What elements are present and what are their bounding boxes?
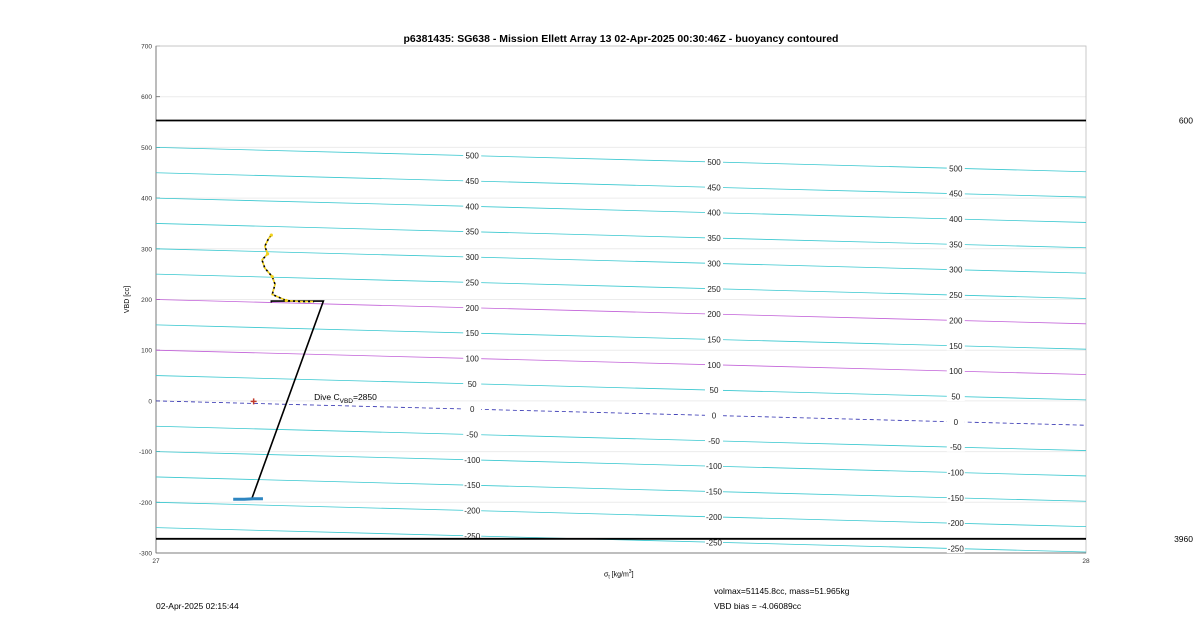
contour-label: 0 (711, 411, 717, 421)
contour-line (156, 300, 1086, 324)
contour-label: 100 (465, 354, 479, 364)
bottom-marker (233, 499, 263, 500)
contour-line (156, 198, 1086, 225)
contour-label: 250 (707, 284, 721, 294)
contour-label: 400 (707, 208, 721, 218)
contour-label: 200 (465, 303, 479, 313)
x-axis-label: $\sigma_t$ $[kg/m^3]$ (604, 569, 634, 581)
depth-line-label: 3960 (1174, 533, 1193, 544)
contour-label: 150 (949, 341, 963, 351)
contour-label: 450 (465, 177, 479, 187)
contour-label: 350 (465, 227, 479, 237)
contour-label: 350 (949, 240, 963, 250)
contour-label: 250 (949, 291, 963, 301)
contour-label: 150 (465, 329, 479, 339)
contour-label: 400 (465, 202, 479, 212)
contour-label: 300 (465, 253, 479, 263)
climb-sample-point (285, 299, 288, 302)
y-tick-label: 300 (141, 246, 152, 254)
contour-label: 500 (707, 158, 721, 168)
y-axis-label: VBD [cc] (124, 285, 132, 314)
contour-label: -250 (705, 538, 723, 548)
contour-line (156, 477, 1086, 501)
contour-label: -150 (947, 493, 964, 503)
footer-vbd-bias: VBD bias = -4.06089cc (714, 601, 802, 611)
y-tick-label: 0 (148, 398, 152, 406)
contour-label: -100 (947, 468, 964, 478)
contour-label: -150 (705, 487, 723, 497)
climb-sample-point (270, 234, 273, 237)
contour-label: 0 (469, 405, 475, 415)
dive-annotation: Dive $C_{VBD}=2850$ (314, 391, 377, 405)
footer-volmax: volmax=51145.8cc, mass=51.965kg (714, 586, 850, 596)
contour-line (156, 452, 1086, 476)
climb-sample-point (266, 252, 269, 255)
contour-label: -150 (464, 481, 481, 491)
y-tick-label: 400 (141, 195, 152, 203)
contour-label: 400 (949, 215, 963, 225)
y-tick-label: 700 (141, 43, 152, 51)
contour-line (156, 223, 1086, 250)
contour-label: 450 (949, 189, 963, 199)
contour-line (156, 325, 1086, 349)
climb-path-line (262, 235, 314, 301)
contour-line (156, 350, 1086, 377)
contour-line (156, 528, 1086, 552)
contour-label: -250 (947, 544, 964, 554)
contour-line (156, 426, 1086, 453)
y-tick-label: 500 (141, 144, 152, 152)
contour-label: 50 (709, 386, 719, 396)
contour-label: -100 (464, 455, 481, 465)
contour-line (156, 502, 1086, 529)
contour-label: -50 (466, 430, 478, 440)
contour-label: 150 (707, 335, 721, 345)
y-tick-label: 200 (141, 297, 152, 304)
contour-label: 50 (951, 392, 961, 402)
contour-label: 250 (465, 278, 479, 288)
contour-label: 450 (707, 183, 721, 193)
climb-sample-point (271, 275, 274, 278)
contour-label: -200 (947, 519, 964, 529)
contour-label: -200 (705, 512, 723, 522)
contour-label: -250 (464, 531, 481, 541)
contour-label: -50 (708, 436, 720, 446)
contour-label: -200 (464, 506, 481, 516)
chart-title: p6381435: SG638 - Mission Ellett Array 13 02-Apr-2025 00:30:46Z - buoyancy contoured (403, 33, 839, 45)
y-tick-label: -300 (138, 550, 152, 558)
y-tick-label: -200 (138, 499, 152, 507)
contour-label: 0 (953, 417, 959, 427)
contour-label: -50 (950, 443, 962, 453)
x-tick-label: 28 (1082, 558, 1090, 565)
y-tick-label: 100 (141, 347, 152, 355)
depth-line-label: 600 (1178, 115, 1193, 126)
contour-label: 100 (949, 367, 963, 377)
contour-label: 200 (949, 316, 963, 326)
y-tick-label: -100 (138, 449, 152, 457)
contour-label: 300 (707, 259, 721, 269)
contour-line (156, 147, 1086, 174)
contour-line (156, 401, 1086, 425)
contour-line (156, 249, 1086, 273)
dive-path-line (240, 301, 324, 499)
x-tick-label: 27 (152, 558, 160, 565)
contour-label: 100 (707, 360, 721, 370)
contour-label: 500 (949, 164, 963, 174)
contour-line (156, 274, 1086, 301)
contour-label: -100 (705, 462, 723, 472)
contour-line (156, 173, 1086, 197)
climb-path-samples (262, 235, 314, 301)
contour-label: 300 (949, 265, 963, 275)
contour-label: 50 (467, 379, 477, 389)
footer-date: 02-Apr-2025 02:15:44 (156, 601, 239, 611)
contour-label: 350 (707, 234, 721, 244)
y-tick-label: 600 (141, 94, 152, 102)
contour-label: 200 (707, 310, 721, 320)
contour-label: 500 (465, 151, 479, 161)
